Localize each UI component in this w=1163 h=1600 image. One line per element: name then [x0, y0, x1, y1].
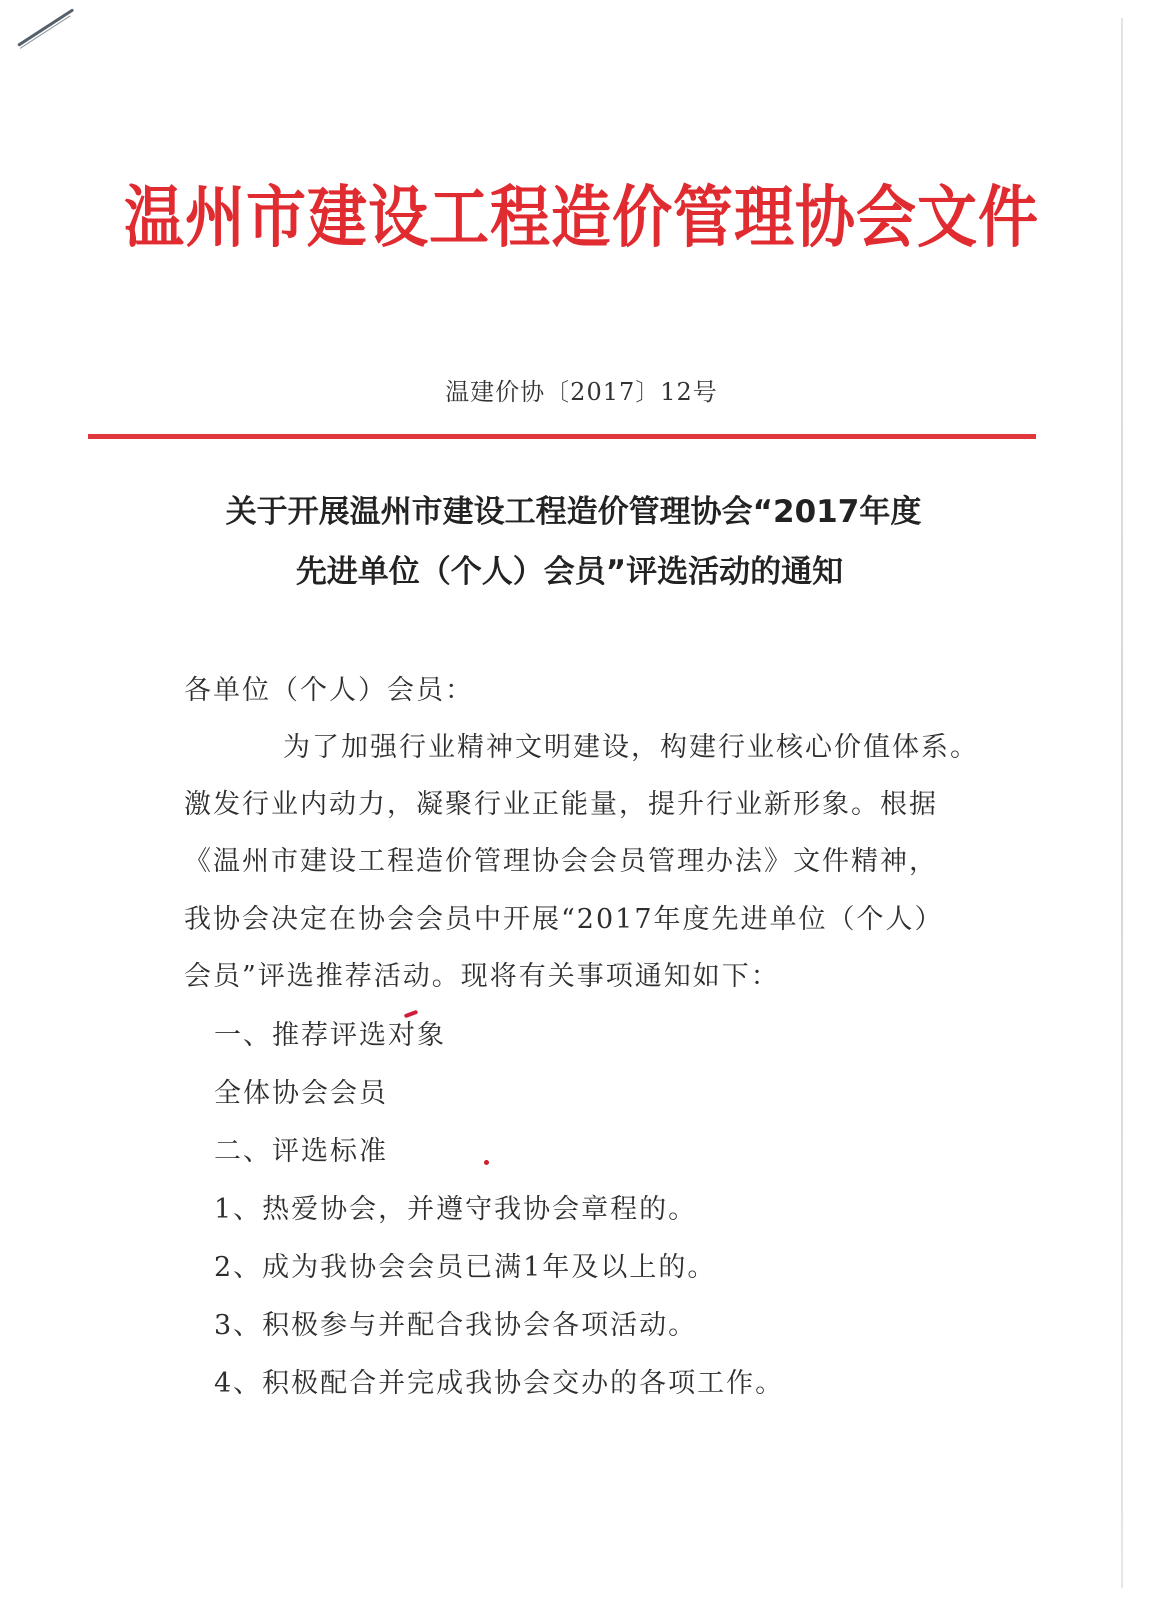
intro-line: 我协会决定在协会会员中开展“2017年度先进单位（个人） — [184, 904, 944, 935]
notice-title-line-1: 关于开展温州市建设工程造价管理协会“2017年度 — [225, 494, 922, 530]
intro-line: 《温州市建设工程造价管理协会会员管理办法》文件精神， — [184, 846, 938, 877]
red-divider-rule — [88, 434, 1036, 439]
intro-line: 激发行业内动力，凝聚行业正能量，提升行业新形象。根据 — [184, 789, 938, 820]
salutation: 各单位（个人）会员： — [184, 675, 474, 706]
criteria-item: 1、热爱协会，并遵守我协会章程的。 — [214, 1194, 698, 1225]
criteria-item: 4、积极配合并完成我协会交办的各项工作。 — [214, 1368, 785, 1399]
intro-line: 会员”评选推荐活动。现将有关事项通知如下： — [184, 961, 780, 992]
intro-line: 为了加强行业精神文明建设，构建行业核心价值体系。 — [283, 732, 979, 763]
pen-mark-shadow — [20, 15, 71, 49]
section-1-content: 全体协会会员 — [214, 1078, 388, 1109]
section-1-heading: 一、推荐评选对象 — [214, 1020, 446, 1051]
organization-title: 温州市建设工程造价管理协会文件 — [124, 178, 1039, 258]
pen-mark — [17, 8, 74, 46]
criteria-item: 2、成为我协会会员已满1年及以上的。 — [214, 1252, 717, 1283]
notice-title-line-2: 先进单位（个人）会员”评选活动的通知 — [295, 554, 844, 590]
criteria-item: 3、积极参与并配合我协会各项活动。 — [214, 1310, 698, 1341]
document-number: 温建价协〔2017〕12号 — [445, 378, 718, 406]
section-2-heading: 二、评选标准 — [214, 1136, 388, 1167]
red-ink-dot — [484, 1160, 489, 1165]
